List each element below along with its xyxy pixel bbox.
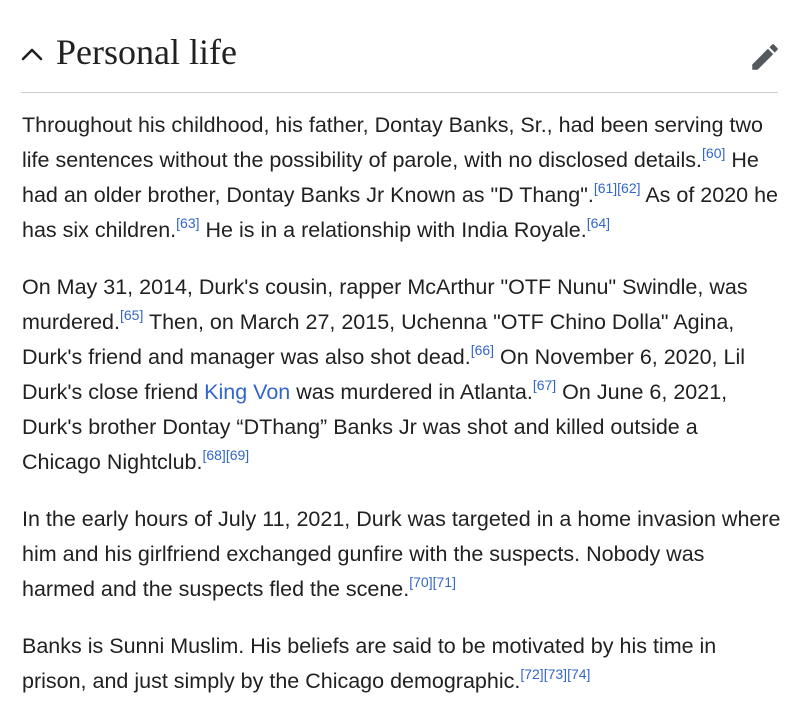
paragraph-home-invasion [22, 502, 782, 607]
paragraph-text: was murdered in Atlanta. [290, 380, 533, 404]
section-title: Personal life [56, 32, 237, 72]
paragraph-text: On May 31, 2014, Durk's cousin, rapper McArthur "OTF Nunu" Swindle, was murdered. [22, 275, 748, 334]
paragraph-deaths [22, 270, 782, 480]
king-von-link[interactable]: King Von [204, 380, 291, 404]
citation-link[interactable]: [60] [702, 145, 726, 161]
paragraph-text: Throughout his childhood, his father, Dontay Banks, Sr., had been serving two life sentences without the possibility of parole, with no disclosed details. [22, 113, 764, 172]
section-header[interactable] [0, 0, 800, 94]
citation-link[interactable]: [66] [470, 342, 495, 358]
citation-link[interactable]: [63] [176, 215, 200, 231]
citation-link[interactable]: [62] [617, 180, 641, 196]
section-content [22, 108, 782, 721]
citation-link[interactable]: [73] [543, 666, 568, 682]
citation-link[interactable]: [69] [225, 447, 250, 463]
paragraph-religion [22, 629, 782, 699]
citation-ref[interactable] [544, 666, 567, 682]
citation-ref[interactable] [587, 215, 610, 231]
citation-ref[interactable] [202, 447, 225, 463]
paragraph-text: In the early hours of July 11, 2021, Durk was targeted in a home invasion where him and his girlfriend exchanged gunfire with the suspects. Nobody was harmed and the suspects fled the scene. [22, 507, 781, 601]
citation-ref[interactable] [594, 180, 617, 196]
paragraph-text: Banks is Sunni Muslim. His beliefs are said to be motivated by his time in prison, and just simply by the Chicago demographic. [22, 634, 717, 693]
paragraph-text: He is in a relationship with India Royale. [199, 218, 587, 242]
citation-ref[interactable] [533, 377, 556, 393]
paragraph-text: Then, on March 27, 2015, Uchenna "OTF Chino Dolla" Agina, Durk's friend and manager was also shot dead. [22, 310, 735, 369]
paragraph-text: As of 2020 he has six children. [22, 183, 779, 242]
citation-ref[interactable] [520, 666, 543, 682]
citation-link[interactable]: [74] [567, 666, 591, 682]
citation-ref[interactable] [433, 574, 456, 590]
citation-ref[interactable] [702, 145, 725, 161]
paragraph-childhood [22, 108, 782, 248]
citation-link[interactable]: [71] [432, 574, 456, 590]
paragraph-text: He had an older brother, Dontay Banks Jr Known as "D Thang". [22, 148, 759, 207]
citation-ref[interactable] [617, 180, 640, 196]
citation-link[interactable]: [70] [409, 574, 433, 590]
citation-link[interactable]: [65] [120, 307, 144, 323]
paragraph-text: On November 6, 2020, Lil Durk's close friend [22, 345, 746, 404]
chevron-up-icon[interactable] [19, 42, 45, 66]
section-divider [21, 92, 778, 93]
citation-ref[interactable] [176, 215, 199, 231]
pencil-icon[interactable] [748, 40, 782, 74]
citation-ref[interactable] [471, 342, 494, 358]
citation-link[interactable]: [68] [202, 447, 226, 463]
citation-link[interactable]: [64] [586, 215, 611, 231]
citation-ref[interactable] [409, 574, 432, 590]
paragraph-text: On June 6, 2021, Durk's brother Dontay “DThang” Banks Jr was shot and killed outside a Chicago Nightclub. [22, 380, 728, 474]
citation-link[interactable]: [61] [593, 180, 618, 196]
citation-ref[interactable] [226, 447, 249, 463]
citation-ref[interactable] [120, 307, 143, 323]
citation-link[interactable]: [67] [532, 377, 557, 393]
citation-link[interactable]: [72] [520, 666, 544, 682]
citation-ref[interactable] [567, 666, 590, 682]
